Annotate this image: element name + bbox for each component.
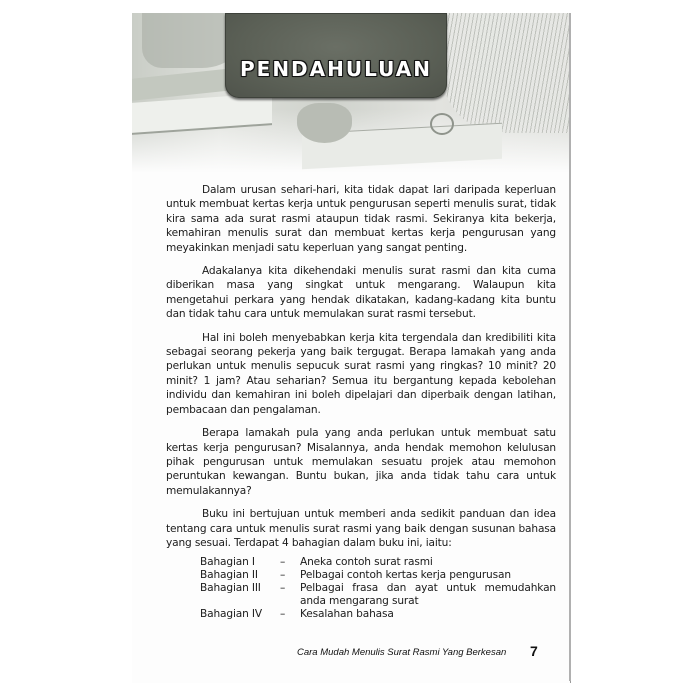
paragraph: Hal ini boleh menyebabkan kerja kita tergendala dan kredibiliti kita sebagai seorang pekerja yang baik tergugat. Berapa lamakah yang anda perlukan untuk menulis sepucuk surat rasmi yang ringkas? 10 minit? 20 minit? 1 jam? Atau seharian? Semua itu bergantung kepada kebolehan individu dan kemahiran ini boleh dipelajari dan diperbaik dengan latihan, pembacaan dan pengalaman. [166,331,556,416]
section-dash: – [280,569,286,582]
page-number: 7 [530,643,538,659]
section-description: Kesalahan bahasa [300,607,394,620]
section-item [166,569,556,582]
photo-hand-shape [297,103,352,143]
paragraph: Dalam urusan sehari-hari, kita tidak dapat lari daripada keperluan untuk membuat kertas kerja untuk pengurusan seperti menulis surat, tidak kira sama ada surat rasmi ataupun tidak rasmi. Sekiranya kita bekerja, kemahiran menulis surat dan membuat kertas kerja pengurusan yang meyakinkan menjadi satu keperluan yang sangat penting. [166,184,556,254]
section-dash: – [280,607,286,620]
paragraph: Buku ini bertujuan untuk memberi anda sedikit panduan dan idea tentang cara untuk menulis surat rasmi yang baik dengan susunan bahasa yang sesuai. Terdapat 4 bahagian dalam buku ini, iaitu: [166,508,556,549]
section-dash: – [280,581,286,594]
photo-striped-shirt [442,13,570,133]
section-label: Bahagian II [200,569,258,582]
book-page [132,13,570,683]
photo-folder-shape [132,93,272,135]
page-footer [132,643,570,663]
section-item [166,556,556,569]
section-description: Aneka contoh surat rasmi [300,556,433,569]
section-dash: – [280,556,286,569]
photo-ring-binder [430,113,454,135]
chapter-title: PENDAHULUAN [240,57,432,81]
section-label: Bahagian I [200,556,255,569]
chapter-title-box [225,13,447,98]
body-text [166,183,556,620]
section-description: Pelbagai frasa dan ayat untuk memudahkan anda mengarang surat [300,581,556,607]
section-description: Pelbagai contoh kertas kerja pengurusan [300,569,511,582]
section-item [166,582,556,608]
section-label: Bahagian III [200,581,261,594]
running-footer-title: Cara Mudah Menulis Surat Rasmi Yang Berkesan [297,647,507,658]
page-edge-divider [569,13,571,681]
section-label: Bahagian IV [200,607,262,620]
paragraph: Adakalanya kita dikehendaki menulis surat rasmi dan kita cuma diberikan masa yang singkat untuk mengarang. Walaupun kita mengetahui perkara yang hendak dikatakan, kadang-kadang kita buntu dan tidak tahu cara untuk memulakan surat rasmi tersebut. [166,265,556,321]
section-item [166,608,556,621]
paragraph: Berapa lamakah pula yang anda perlukan untuk membuat satu kertas kerja pengurusan? Misalannya, anda hendak memohon kelulusan pihak pengurusan untuk memulakan sesuatu projek atau memohon peruntukan kewangan. Buntu bukan, jika anda tidak tahu cara untuk memulakannya? [166,427,556,497]
header-photo [132,13,570,173]
section-list [166,556,556,620]
